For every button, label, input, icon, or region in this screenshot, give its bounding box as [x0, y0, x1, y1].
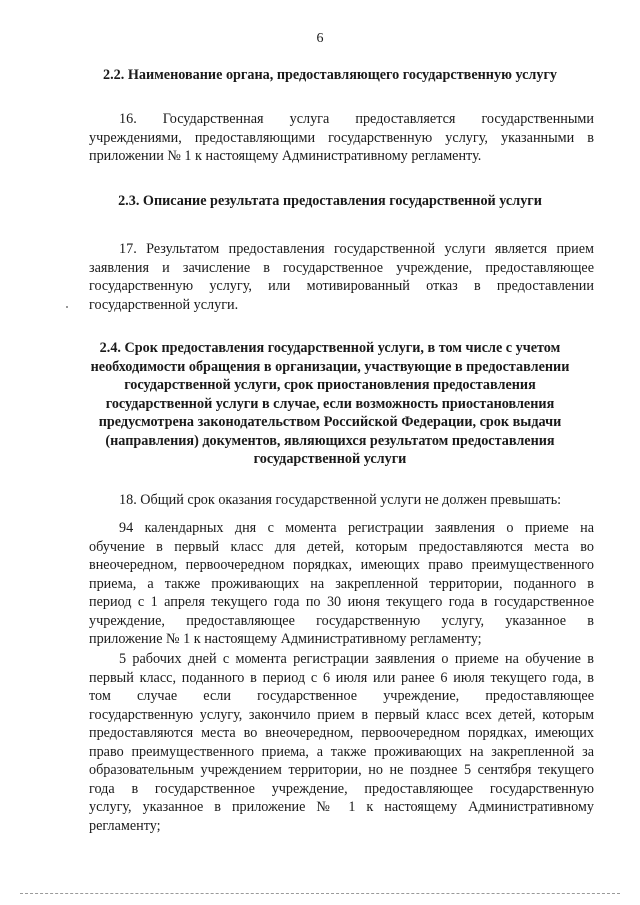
paragraph-line: государственной услуги. — [89, 296, 239, 313]
paragraph-line: первый класс, поданного в период с 6 июля или ранее 6 июля текущего года, в — [89, 669, 594, 686]
paragraph-line: обучение в первый класс для детей, которым предоставляются места во — [89, 538, 594, 555]
paragraph-line: 17. Результатом предоставления государственной услуги является прием — [119, 241, 594, 257]
paragraph-line: 16. Государственная услуга предоставляется государственными — [119, 111, 594, 127]
paragraph-line: внеочередном, первоочередном порядках, имеющих право преимущественного — [89, 557, 594, 573]
paragraph-line: года в государственное учреждение, предоставляющее государственную — [89, 780, 594, 797]
paragraph-line: приложение № 1 к настоящему Административному регламенту; — [89, 631, 482, 647]
heading-line: государственной услуги в случае, если возможность приостановления — [105, 395, 555, 412]
heading-line: государственной услуги, срок приостановления предоставления — [124, 377, 536, 393]
paragraph-line: приема, а также проживающих на закрепленной территории, поданного в — [89, 575, 594, 592]
paragraph-line: образовательным учреждением территории, но не позднее 5 сентября текущего — [89, 762, 594, 778]
heading-line: 2.4. Срок предоставления государственной услуги, в том числе с учетом — [99, 340, 561, 356]
paragraph-line: учреждениями, предоставляющими государственную услугу, указанными в — [89, 129, 594, 146]
paragraph-line: заявления и зачисление в государственное учреждение, предоставляющее — [89, 259, 594, 276]
paragraph-17 — [89, 240, 594, 314]
paragraph-94-days — [89, 519, 594, 649]
heading-line: предусмотрена законодательством Российской Федерации, срок выдачи — [98, 414, 562, 430]
paragraph-line: том случае если государственное учреждение, предоставляющее — [89, 688, 594, 704]
paragraph-line: приложении № 1 к настоящему Административному регламенту. — [89, 148, 482, 164]
paragraph-line: регламенту; — [89, 817, 161, 834]
scan-bottom-edge — [20, 893, 620, 894]
paragraph-16 — [89, 110, 594, 166]
section-heading-2-3: 2.3. Описание результата предоставления государственной услуги — [118, 193, 542, 209]
paragraph-line: 5 рабочих дней с момента регистрации заявления о приеме на обучение в — [119, 651, 594, 667]
paragraph-line: государственную услугу, закончило прием в первый класс всех детей, которым — [89, 706, 594, 723]
paragraph-line: право преимущественного приема, а также проживающих на закрепленной за — [89, 743, 594, 760]
paragraph-line: услугу, указанное в приложение № 1 к настоящему Административному — [89, 799, 594, 815]
heading-line: (направления) документов, являющихся результатом предоставления — [105, 432, 555, 449]
paragraph-line: учреждение, предоставляющее государственную услугу, указанное в — [89, 612, 594, 629]
paragraph-line: предоставляются места во внеочередном, первоочередном порядках, имеющих — [89, 725, 594, 741]
heading-line: необходимости обращения в организации, участвующие в предоставлении — [90, 358, 570, 375]
scan-dot-mark — [66, 306, 68, 308]
paragraph-line: 18. Общий срок оказания государственной услуги не должен превышать: — [119, 492, 562, 508]
section-heading-2-4 — [60, 339, 600, 469]
paragraph-line: 94 календарных дня с момента регистрации заявления о приеме на — [119, 520, 594, 536]
paragraph-line: государственную услугу, или мотивированный отказ в предоставлении — [89, 278, 594, 294]
page-number: 6 — [316, 31, 324, 46]
paragraph-line: период с 1 апреля текущего года по 30 июня текущего года в государственное — [89, 594, 594, 610]
section-heading-2-2: 2.2. Наименование органа, предоставляющего государственную услугу — [102, 67, 558, 83]
paragraph-18 — [89, 491, 594, 510]
paragraph-5-working-days — [89, 650, 594, 835]
heading-line: государственной услуги — [253, 451, 407, 467]
